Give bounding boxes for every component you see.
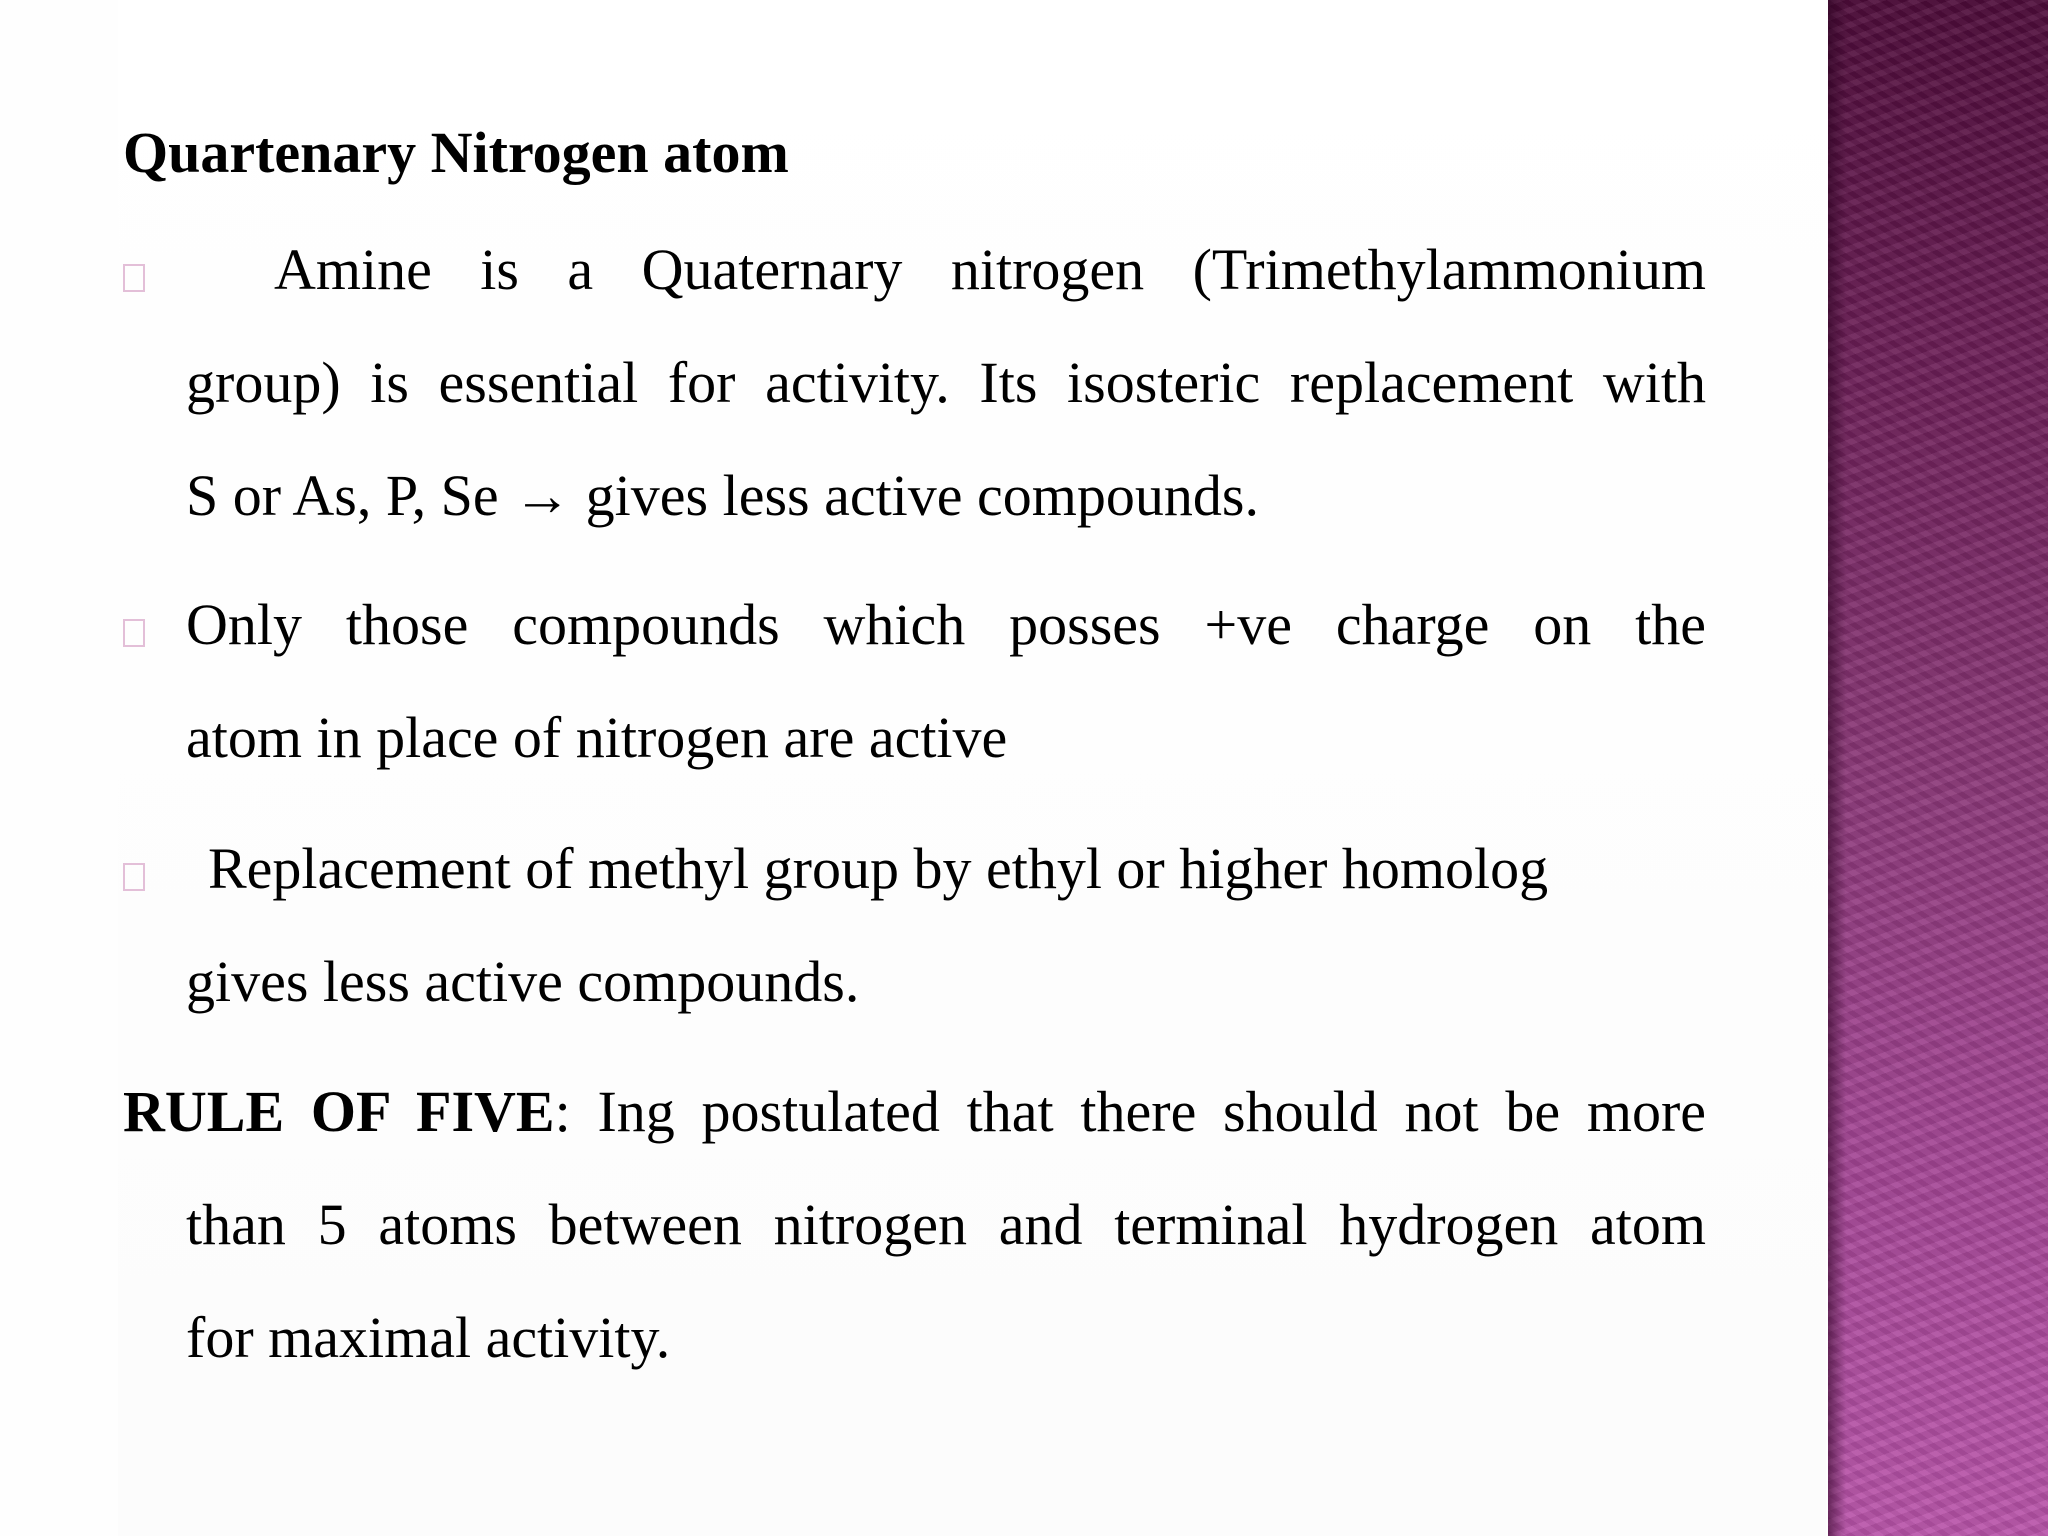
bullet-3-line-2: gives less active compounds. (186, 949, 860, 1014)
bullet-marker-icon (123, 264, 145, 292)
slide-heading: Quartenary Nitrogen atom (123, 120, 789, 185)
bullet-3-line-1: Replacement of methyl group by ethyl or higher homolog (208, 836, 1549, 901)
bullet-marker-icon (123, 619, 145, 647)
bullet-1-line-1: Amine is a Quaternary nitrogen (Trimethylammonium (274, 237, 1706, 302)
bullet-1-line-2: group) is essential for activity. Its isosteric replacement with (186, 350, 1706, 415)
bullet-2-line-2: atom in place of nitrogen are active (186, 705, 1008, 770)
rule-of-five-text: : Ing postulated that there should not be more (554, 1079, 1707, 1144)
bullet-2-line-1: Only those compounds which posses +ve charge on the (186, 592, 1706, 657)
decorative-side-band (1828, 0, 2048, 1536)
rule-of-five-line-3: for maximal activity. (186, 1305, 671, 1370)
bullet-item-2 (186, 568, 1706, 794)
rule-of-five-first-line (123, 1055, 1706, 1168)
rule-of-five-paragraph (123, 1055, 1706, 1394)
bullet-1-line-3: S or As, P, Se → gives less active compounds. (186, 463, 1259, 528)
bullet-item-3 (186, 812, 1706, 1038)
bullet-item-1 (186, 213, 1706, 552)
rule-of-five-label: RULE OF FIVE (123, 1079, 555, 1144)
bullet-marker-icon (123, 863, 145, 891)
rule-of-five-line-2: than 5 atoms between nitrogen and terminal hydrogen atom (186, 1192, 1706, 1257)
